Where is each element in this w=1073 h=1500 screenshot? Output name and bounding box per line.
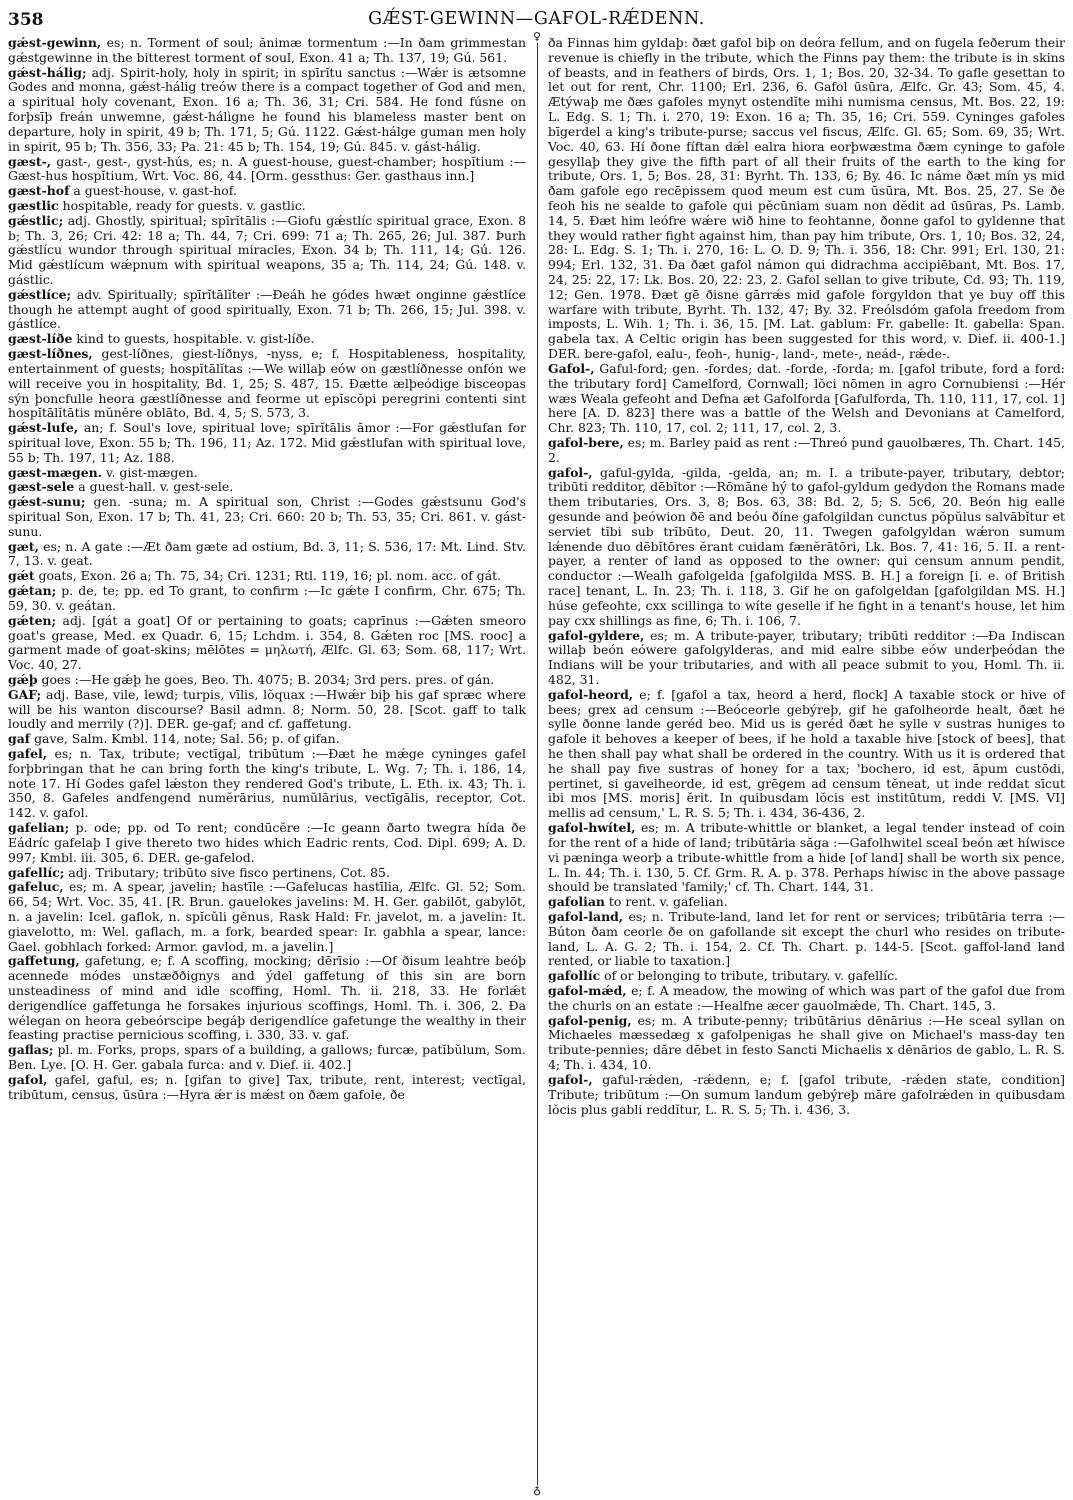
entry-text: es; m. A tribute-whittle or blanket, a legal tender instead of coin for the rent of a hide of land; tribūtāria săga :—Gafolhwitel sceal beón æt híwisce vi pæninga weorþ a tribute-whittle from a hide [of land] shall be worth six pence, L. In. 44; Th. i. 130, 5. Cf. Grm. R. A. p. 378. Perhaps híwisc in the above passage should be translated 'family;' cf. Th. Chart. 144, 31. [548,820,1065,895]
entry-headword: gafol-bere, [548,434,624,450]
column-divider [537,34,538,1490]
entry-text: es; m. A tribute-penny; tribūtārius dēnārius :—He sceal syllan on Michaeles mæssedæg x gafolpenigas he shall give on Michael's mass-day ten tribute-pennies; dăre dēbet in festo Sancti Michaelis x dēnārios de gablo, L. R. S. 4; Th. i. 434, 10. [548,1012,1065,1073]
dictionary-entry [8,747,526,821]
entry-text: adj. Spirit-holy, holy in spirit; in spīrĭtu sanctus :—Wǽr is ætsomne Godes and monna, gǽst-hálig treów there is a compact together of God and men, a spiritual holy covenant, Exon. 16 a; Th. 36, 31; Cri. 584. He fond fúsne on forþsīþ freán unwemne, gǽst-hálìgne he found his blameless master bent on departure, holy in spirit, 49 b; Th. 171, 5; Gú. 1122. Gǽst-hálge guman men holy in spirit, 95 b; Th. 356, 33; Pa. 21: 45 b; Th. 154, 19; Gú. 845. v. gást-hálig. [8,64,526,154]
entry-text: es; m. A spear, javelin; hastīle :—Gafelucas hastīlia, Ælfc. Gl. 52; Som. 66, 54; Wrt. Voc. 35, 41. [R. Brun. gauelokes javelins: M. H. Ger. gabilōt, gabylōt, n. a javelin: Icel. gaflok, n. spĭcŭli gĕnus, Rask Hald: Fr. javelot, m. a javelin: It. giavelotto, m: Wel. gaflach, m. a fork, bearded spear: Ir. gabhla a spear, lance: Gael. gobhlach forked: Armor. gavlod, m. a javelin.] [8,879,526,954]
entry-headword: gǽst-gewinn, [8,36,102,50]
entry-text: e; f. [gafol a tax, heord a herd, flock] A taxable stock or hive of bees; grex ad censum :—Beóceorle gebýreþ, gif he gafolheorde healt, ðæt he sylle ðonne lande geréd beo. Mid us is geréd ðæt he sylle v sustras huniges to gafole it behoves a keeper of bees, if he hold a taxable hive [stock of bees], that he then shall pay what shall be ordered in the country. With us it is ordered that he shall pay five sustras of honey for a tax; 'bochero, id est, āpum custōdi, pertinet, si gavelheorde, id est, grēgem ad censum tĕneat, ut inde reddat sīcut ibi mos [MS. moris] ĕrit. In quibusdam lŏcis est institūtum, reddi V. [MS. VI] mellis ad censum,' L. R. S. 5; Th. i. 434, 36-436, 2. [548,686,1065,821]
dictionary-entry [8,466,526,481]
entry-headword: gǽst-sunu; [8,494,86,510]
entry-headword: gǽst-lufe, [8,420,79,436]
dictionary-entry [8,421,526,465]
entry-headword: gǽstlic; [8,212,64,228]
entry-headword: gǽst-hálig; [8,64,87,80]
entry-headword: gafol-, [548,464,593,480]
dictionary-entry [8,66,526,155]
entry-text: adj. [gát a goat] Of or pertaining to goats; caprīnus :—Gǽten smeoro goat's grease, Med. ex Quadr. 6, 15; Lchdm. i. 354, 8. Gǽten roc [MS. rooc] a garment made of goat-skins; mēlōtes = μηλωτή, Ælfc. Gl. 63; Som. 68, 117; Wrt. Voc. 40, 27. [8,612,526,673]
page-number: 358 [8,10,44,30]
entry-text: gafetung, e; f. A scoffing, mocking; dērīsio :—Of ðisum leahtre beóþ acennede módes unstæððignys and ýdel gaffetung of this sin are born unsteadiness of mind and idle scoffing, Homl. Th. ii. 218, 33. He forlǽt derigendlíce gaffetunga he forsakes injurious scoffings, Homl. Th. i. 306, 2. Ða wélegan on heora gebeórscipe begáþ derigendlíce gafetunge the wealthy in their feasting practise pernicious scoffing, i. 330, 33. v. gaf. [8,953,526,1043]
entry-text: es; n. Tax, tribute; vectīgal, tribūtum :—Ðæt he mǽge cyninges gafel forþbringan that he can bring forth the king's tribute, L. Wg. 7; Th. i. 186, 14, note 17. Hí Godes gafel lǽston they rendered God's tribute, L. Eth. ix. 43; Th. i. 350, 8. Gafeles andfengend numĕrārius, numŭlārius, vectīgālis, receptor, Cot. 142. v. gafol. [8,746,526,821]
dictionary-entry [8,880,526,954]
entry-headword: gafelian; [8,820,70,836]
dictionary-entry [8,214,526,288]
entry-text: goats, Exon. 26 a; Th. 75, 34; Cri. 1231; Rtl. 119, 16; pl. nom. acc. of gát. [34,568,502,584]
divider-ornament-bottom: ♁ [532,1484,542,1497]
entry-text: gen. -suna; m. A spiritual son, Christ :—Godes gǽstsunu God's spiritual Son, Exon. 17 b; Th. 41, 23; Cri. 660: 20 b; Th. 53, 35; Cri. 861. v. gást-sunu. [8,494,526,539]
dictionary-entry [548,984,1065,1014]
entry-headword: gafol-hwítel, [548,820,636,836]
dictionary-entry [548,895,1065,910]
entry-headword: gæst-mægen. [8,464,103,480]
entry-headword: gafol-, [548,1071,593,1087]
entry-text: p. de, te; pp. ed To grant, to confirm :—Ic gǽte I confirm, Chr. 675; Th. 59, 30. v. geátan. [8,583,526,613]
entry-headword: gafollíc [548,968,601,984]
entry-text: es; n. A gate :—Æt ðam gæte ad ostium, Bd. 3, 11; S. 536, 17: Mt. Lind. Stv. 7, 13. v. geat. [8,538,526,569]
entry-headword: gafeluc, [8,879,64,895]
entry-headword: gafol-land, [548,908,624,924]
dictionary-entry [8,732,526,747]
dictionary-entry [8,184,526,199]
dictionary-entry [8,288,526,332]
dictionary-entry [8,540,526,570]
entry-headword: gafol-penig, [548,1012,632,1028]
dictionary-entry [548,821,1065,895]
dictionary-entry [548,910,1065,969]
entry-text: adj. Base, vile, lewd; turpis, vīlis, lŏquax :—Hwǽr biþ his gaf spræc where will be his wanton discourse? Basil admn. 8; Norm. 50, 28. [Scot. gaff to talk loudly and merrily (?)]. DER. ge-gaf; and cf. gaffetung. [8,686,526,732]
entry-headword: gafol-heord, [548,686,634,702]
dictionary-entry [548,36,1065,362]
entry-headword: gæst-hof [8,183,70,199]
entry-text: gest-líðnes, giest-líðnys, -nyss, e; f. Hospitableness, hospitality, entertainment of guests; hospĭtālĭtas :—We willaþ eów on gæstlíðnesse onfón we will receive you in hospitality, Bd. 1, 25; S. 487, 15. Ðætte ælþeódige bisceopas sýn þoncfulle heora gæstlíðnesse and feorme ut epĭscŏpi peregrini contenti sint hospĭtālĭtātis mŭnĕre oblāto, Bd. 4, 5; S. 573, 3. [8,346,526,421]
entry-text: es; n. Tribute-land, land let for rent or services; tribūtāria terra :—Búton ðam ceorle ðe on gafollande sit except the churl who resides on tribute-land, L. A. G. 2; Th. i. 154, 2. Cf. Th. Chart. p. 144-5. [Scot. gaffol-land land rented, or liable to taxation.] [548,908,1065,969]
dictionary-entry [8,1043,526,1073]
entry-text: es; n. Torment of soul; ănimæ tormentum :—In ðam grimmestan gǽstgewinne in the bitterest torment of soul, Exon. 41 a; Th. 137, 19; Gú. 561. [8,36,526,65]
entry-headword: gæst-líðnes, [8,346,93,362]
dictionary-entry [8,954,526,1043]
entry-headword: gafolian [548,894,605,910]
running-head: GǼST-GEWINN—GAFOL-RǼDENN. [368,9,705,29]
entry-headword: gæst-sele [8,479,75,495]
dictionary-entry [8,155,526,185]
dictionary-entry [548,688,1065,821]
entry-headword: gæst-líðe [8,331,73,347]
dictionary-entry [8,347,526,421]
right-column [548,36,1065,1486]
dictionary-entry [8,495,526,539]
entry-text: an; f. Soul's love, spiritual love; spīrĭtālis ămor :—For gǽstlufan for spiritual love, Exon. 55 b; Th. 196, 11; Az. 172. Mid gǽstlufan with spiritual love, 55 b; Th. 197, 11; Az. 188. [8,420,526,465]
dictionary-entry [548,629,1065,688]
entry-headword: gǽþ [8,671,38,687]
entry-text: of or belonging to tribute, tributary. v. gafellíc. [600,968,898,984]
dictionary-entry [8,332,526,347]
dictionary-entry [548,362,1065,436]
entry-text: Gaful-ford; gen. -fordes; dat. -forde, -forda; m. [gafol tribute, ford a ford: the tributary ford] Camelford, Cornwall; lŏci nōmen in agro Cornubiensi :—Hér wæs Weala gefeoht and Defna æt Gafolforda [Gafulforda, Th. 110, 111, 17, col. 1] here [A. D. 823] there was a battle of the Welsh and Devonians at Camelford, Chr. 823; Th. 110, 17, col. 2; 111, 17, col. 2, 3. [548,360,1065,436]
entry-text: a guest-hall. v. gest-sele. [74,479,234,495]
dictionary-entry [8,688,526,732]
entry-text: v. gist-mægen. [102,464,198,480]
entry-headword: gǽtan; [8,583,57,599]
entry-text: es; m. Barley paid as rent :—Threó pund gauolbæres, Th. Chart. 145, 2. [548,434,1065,465]
entry-text: gave, Salm. Kmbl. 114, note; Sal. 56; p. of gifan. [30,731,340,747]
dictionary-entry [8,866,526,881]
dictionary-entry [8,673,526,688]
left-column [8,36,526,1486]
dictionary-entry [8,584,526,614]
dictionary-entry [8,821,526,865]
entry-text: adj. Ghostly, spiritual; spīrĭtālis :—Giofu gǽstlíc spiritual grace, Exon. 8 b; Th. 3, 26; Cri. 42: 18 a; Th. 44, 7; Cri. 699: 71 a; Th. 265, 26; Jul. 387. Þurh gǽstlícu wundor through spiritual miracles, Exon. 34 b; Th. 111, 14; Gú. 126. Mid gǽstlícum wǽpnum with spiritual weapons, 35 a; Th. 114, 24; Gú. 148. v. gástlic. [8,212,526,287]
entry-headword: gafel, [8,746,48,761]
dictionary-entry [8,480,526,495]
dictionary-entry [8,569,526,584]
entry-headword: gafol-mǽd, [548,983,627,998]
entry-headword: gǽten; [8,612,57,628]
entry-headword: gaf [8,731,31,747]
entry-text: e; f. A meadow, the mowing of which was part of the gafol due from the churls on an estate :—Healfne æcer gauolmǽde, Th. Chart. 145, 3. [548,983,1065,1013]
dictionary-entry [548,436,1065,466]
dictionary-entry [8,36,526,66]
entry-headword: gǽstlíce; [8,286,72,302]
dictionary-entry [548,1073,1065,1117]
entry-text: p. ode; pp. od To rent; condūcĕre :—Ic geann ðarto twegra hída ðe Eádríc gafelaþ I give thereto two hides which Eadric rents, Cod. Dipl. 699; A. D. 997; Kmbl. iii. 305, 6. DER. ge-gafelod. [8,820,526,865]
entry-text: hospitable, ready for guests. v. gastlic. [58,197,306,213]
entry-headword: gaffetung, [8,953,80,969]
dictionary-entry [548,466,1065,629]
entry-headword: gæstlic [8,197,59,213]
dictionary-entry [8,1073,526,1103]
entry-text: gaful-rǽden, -rǽdenn, e; f. [gafol tribute, -rǽden state, condition] Tribute; tribūtum :—On sumum landum gebýreþ māre gafolrǽden in quibusdam lŏcis plus gabli reddĭtur, L. R. S. 5; Th. i. 436, 3. [548,1071,1065,1117]
entry-headword: GAF; [8,686,42,702]
entry-headword: gæt, [8,538,39,554]
dictionary-entry [548,969,1065,984]
entry-text: pl. m. Forks, props, spars of a building, a gallows; furcæ, patĭbŭlum, Som. Ben. Lye. [O. H. Ger. gabala furca: and v. Dief. ii. 402.] [8,1042,526,1073]
dictionary-entry [8,614,526,673]
entry-text: to rent. v. gafelian. [604,894,728,910]
dictionary-entry [8,199,526,214]
entry-text: adj. Tributary; tribūto sive fisco pertinens, Cot. 85. [64,864,390,880]
entry-text: adv. Spiritually; spīrĭtālĭter :—Ðeáh he gódes hwæt onginne gǽstlíce though he attempt aught of good spiritually, Exon. 71 b; Th. 266, 15; Jul. 398. v. gástlíce. [8,286,526,332]
entry-text: gast-, gest-, gyst-hús, es; n. A guest-house, guest-chamber; hospĭtium :—Gæst-hus hospĭtium, Wrt. Voc. 86, 44. [Orm. gessthus: Ger. gasthaus inn.] [8,153,526,184]
entry-headword: gafol-gyldere, [548,627,645,643]
entry-text: a guest-house, v. gast-hof. [69,183,237,199]
entry-headword: gafol, [8,1071,48,1087]
entry-text: gafel, gaful, es; n. [gifan to give] Tax, tribute, rent, interest; vectīgal, tribūtum, census, ūsūra :—Hyra ǽr is mǽst on ðæm gafole, ðe [8,1071,526,1102]
entry-headword: gaflas; [8,1042,54,1058]
entry-text: ða Finnas him gyldaþ: ðæt gafol biþ on deóra fellum, and on fugela feðerum their revenue is chiefly in the tribute, which the Finns pay them: the tribute is in skins of beasts, and in feathers of birds, Ors. 1, 1; Bos. 20, 32-34. To gafle gesettan to let out for rent, Chr. 1100; Erl. 236, 6. Gafol ūsūra, Ælfc. Gr. 43; Som. 45, 4. Ætýwaþ me ðæs gafoles mynyt ostendĭte mihi numisma census, Mt. Bos. 22, 19: L. Edg. S. 1; Th. i. 270, 19: Exon. 16 a; Th. 35, 16; Cri. 559. Cyninges gafoles bīgerdel a king's tribute-purse; saccus vel fiscus, Ælfc. Gl. 65; Som. 69, 35; Wrt. Voc. 40, 63. Hí ðone fíftan dǽl ealra hiora eorþwæstma ðæm cyninge to gafole gesyllaþ they give the fifth part of all their fruits of the earth to the king for tribute, Ors. 1, 5; Bos. 28, 31: Byrht. Th. 133, 6; By. 46. Ic náme ðæt mín ys mid ðam gafole ego recēpissem quod meum est cum ūsūra, Mt. Bos. 25, 27. Se ðe feoh his ne sealde to gafole qui pĕcūniam suam non dĕdit ad ūsūras, Ps. Lamb. 14, 5. Ðæt him leófre wǽre wið hine to feohtanne, ðonne gafol to gyldenne that they would rather fight against him, than pay him tribute, Ors. 1, 10; Bos. 32, 24, 28: L. Edg. S. 1; Th. i. 270, 16: L. O. D. 9; Th. i. 356, 18: Chr. 991; Erl. 130, 21: 994; Erl. 132, 31. Ða ðæt gafol námon qui didrachma accipiēbant, Mt. Bos. 17, 24, 25: 22, 17: Lk. Bos. 20, 22: 23, 2. Gafol sellan to give tribute, Cd. 93; Th. 119, 12; Gen. 1978. Ðæt gē ðisne gārrǽs mid gafole forgyldon that ye buy off this warfare with tribute, Byrht. Th. 132, 47; By. 32. Freólsdóm gafola freedom from imposts, L. Wih. 1; Th. i. 36, 15. [M. Lat. gablum: Fr. gabelle: It. gabella: Span. gabela tax. A Celtic origin has been suggested for this word, v. Dief. ii. 400-1.] DER. bere-gafol, ealu-, feoh-, hunig-, land-, mete-, neád-, rǽde-. [548,36,1065,362]
entry-text: kind to guests, hospitable. v. gist-líðe. [72,331,315,347]
entry-text: goes :—He gǽþ he goes, Beo. Th. 4075; B. 2034; 3rd pers. pres. of gán. [37,671,495,687]
entry-headword: gǽt [8,568,35,584]
entry-text: es; m. A tribute-payer, tributary; tribūti redditor :—Ða Indiscan willaþ beón eówere gafolgylderas, and mid ealre sibbe eów underþeódan the Indians will be your tributaries, and with all peace submit to you, Homl. Th. ii. 482, 31. [548,627,1065,687]
entry-headword: Gafol-, [548,360,595,376]
entry-headword: gæst-, [8,153,52,169]
entry-headword: gafellíc; [8,864,65,880]
divider-ornament-top: ♀ [532,30,542,43]
dictionary-entry [548,1014,1065,1073]
entry-text: gaful-gylda, -gilda, -gelda, an; m. I. a tribute-payer, tributary, debtor; tribūti redditor, dēbĭtor :—Rōmāne hý to gafol-gyldum gedydon the Romans made them tributaries, Ors. 3, 8; Bos. 63, 38: Bd. 2, 5; S. 5c6, 20. Beón hig ealle gesunde and þeówion ðē and beóu ðíne gafolgildan cunctus pŏpŭlus salvābĭtur et serviet tĭbi sub trĭbūto, Deut. 20, 11. Twegen gafolgyldan wǽron sumum lǽnende duo dēbĭtōres ĕrant cuidam fænĕrātōri, Lk. Bos. 7, 41: 16, 5. II. a rent-payer, a renter of land as opposed to the owner: qui censum annum pendit, conductor :—Wealh gafolgelda [gafolgilda MSS. B. H.] a foreign [i. e. of British race] tenant, L. In. 23; Th. i. 118, 3. Gif he on gafolgeldan [gafolgildan MS. H.] húse gefeohte, cxx scillinga to wíte geselle if he fight in a tenant's house, let him pay cxx shillings as fine, 6; Th. i. 106, 7. [548,464,1065,628]
